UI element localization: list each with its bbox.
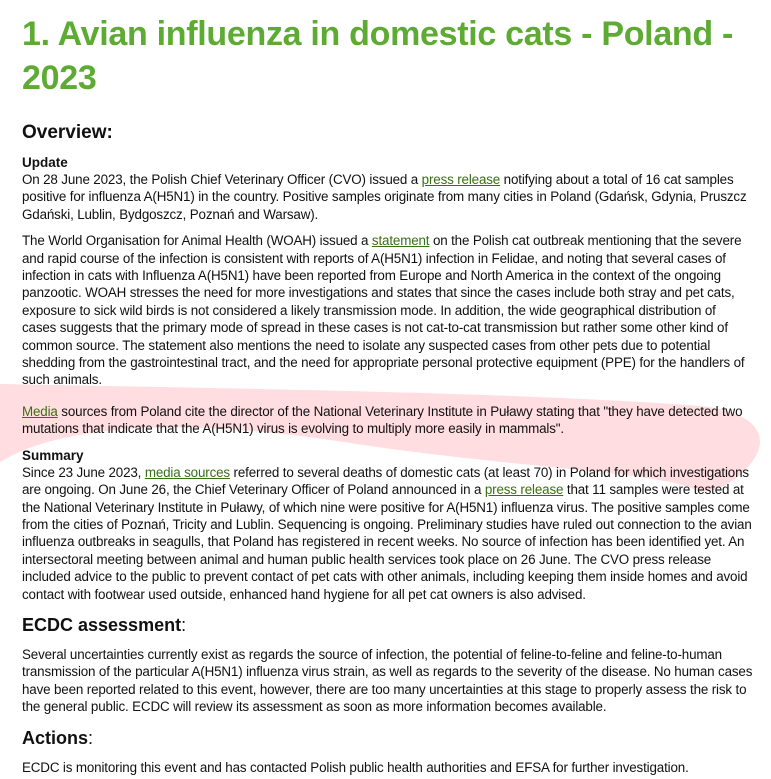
media-link[interactable]: Media — [22, 403, 58, 419]
actions-heading: Actions: — [22, 727, 94, 748]
update-paragraph-2: The World Organisation for Animal Health (WOAH) issued a statement on the Polish cat outbreak mentioning that the severe and rapid course of the infection is consistent with reports of A(H5N1) infection in Felidae, and noting that several cases of infection in cats with Influenza A(H5N1) have been reported from Europe and North America in the context of the ongoing panzootic. WOAH stresses the need for more investigations and states that since the cases include both stray and pet cats, exposure to sick wild birds is not considered a likely transmission mode. In addition, the wide geographical distribution of cases suggests that the primary mode of spread in these cases is not cat-to-cat transmission but rather some other kind of common source. The statement also mentions the need to isolate any suspected cases from other pets due to potential shedding from the gastrointestinal tract, and the need for appropriate personal protective equipment (PPE) for the handlers of such animals. — [22, 233, 745, 388]
statement-link[interactable]: statement — [371, 233, 430, 249]
summary-heading: Summary — [22, 447, 84, 463]
press-release-link[interactable]: press release — [421, 172, 501, 187]
update-paragraph-1: On 28 June 2023, the Polish Chief Veterinary Officer (CVO) issued a press release notifying about a total of 16 cat samples positive for influenza A(H5N1) in the country. Positive samples originate from many cities in Poland (Gdańsk, Gdynia, Pruszcz Gdański, Lublin, Bydgoszcz, Poznań and Warsaw). — [22, 172, 747, 222]
assessment-paragraph: Several uncertainties currently exist as regards the source of infection, the potential of feline-to-feline and feline-to-human transmission of the particular A(H5N1) influenza virus strain, as well as regards to the severity of the disease. No human cases have been reported related to this event, however, there are too many uncertainties at this stage to properly assess the risk to the general public. ECDC will review its assessment as soon as more information becomes available. — [22, 646, 753, 715]
summary-paragraph: Since 23 June 2023, media sources referred to several deaths of domestic cats (at least 70) in Poland for which investigations are ongoing. On June 26, the Chief Veterinary Officer of Poland announced in a press release that 11 samples were tested at the National Veterinary Institute in Puławy, of which nine were positive for A(H5N1) influenza virus. The positive samples come from the cities of Poznań, Tricity and Lublin. Sequencing is ongoing. Preliminary studies have ruled out connection to the avian influenza outbreaks in seagulls, that Poland has registered in recent weeks. No source of infection has been identified yet. An intersectoral meeting between animal and human public health services took place on 26 June. The CVO press release included advice to the public to prevent contact of pet cats with other animals, including keeping them inside homes and avoid contact with footwear used outside, enhanced hand hygiene for all pet cat owners is also advised. — [22, 464, 752, 602]
update-heading: Update — [22, 155, 68, 170]
assessment-heading: ECDC assessment: — [22, 614, 187, 635]
overview-heading: Overview: — [22, 122, 113, 143]
page-title: 1. Avian influenza in domestic cats - Poland - 2023 — [22, 15, 734, 97]
media-sources-link[interactable]: media sources — [144, 464, 230, 480]
actions-paragraph: ECDC is monitoring this event and has contacted Polish public health authorities and EFSA for further investigation. — [22, 759, 689, 775]
update-paragraph-3: Media sources from Poland cite the director of the National Veterinary Institute in Puławy stating that "they have detected two mutations that indicate that the A(H5N1) virus is evolving to multiply more easily in mammals". — [22, 403, 743, 437]
summary-press-release-link[interactable]: press release — [484, 482, 564, 498]
